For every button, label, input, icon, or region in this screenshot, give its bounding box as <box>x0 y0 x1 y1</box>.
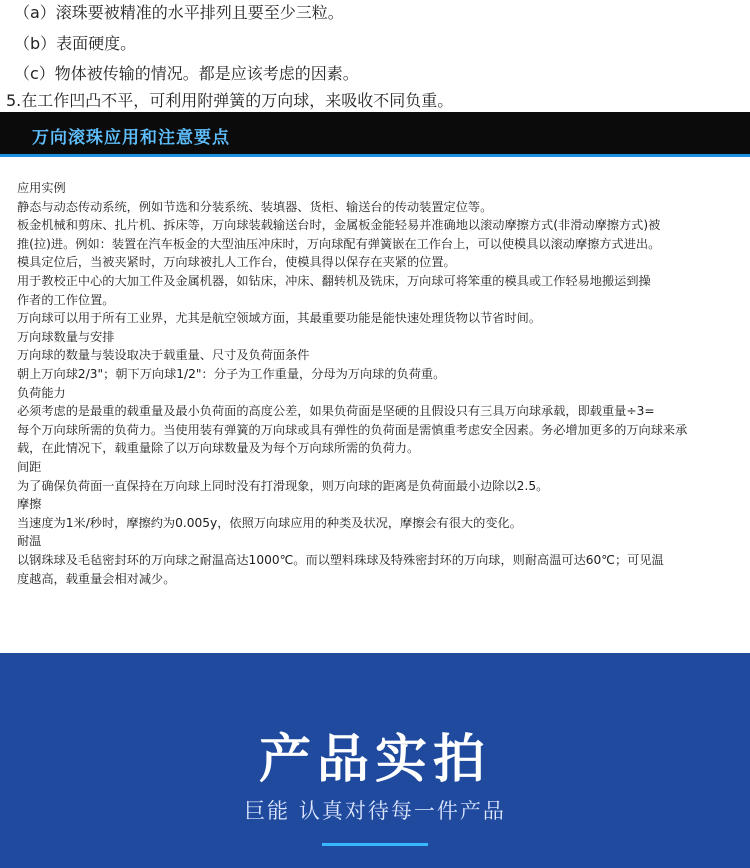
intro-section <box>0 0 750 112</box>
content-line: 摩擦 <box>17 497 42 512</box>
content-line: 当速度为1米/秒时，摩擦约为0.005y，依照万向球应用的种类及状况，摩擦会有很大的变化。 <box>17 515 522 530</box>
content-line: 作者的工作位置。 <box>17 292 115 307</box>
content-line: 间距 <box>17 460 42 474</box>
content-line: 静态与动态传动系统，例如节选和分装系统、装填器、货柜、输送台的传动装置定位等。 <box>17 199 493 214</box>
banner-title: 产品实拍 <box>258 730 491 790</box>
content-line: 度越高，载重量会相对减少。 <box>17 571 176 586</box>
content-line: 朝上万向球2/3"；朝下万向球1/2"：分子为工作重量，分母为万向球的负荷重。 <box>17 367 446 381</box>
content-line: 推(拉)进。例如：装置在汽车板金的大型油压冲床时，万向球配有弹簧嵌在工作台上，可以使模具以滚动摩擦方式进出。 <box>17 236 661 251</box>
content-line: 载，在此情况下，载重量除了以万向球数量及为每个万向球所需的负荷力。 <box>17 441 420 456</box>
intro-line-c: （c）物体被传输的情况。都是应该考虑的因素。 <box>14 64 359 83</box>
product-photo-banner <box>0 653 750 868</box>
content-line: 以钢珠球及毛毡密封环的万向球之耐温高达1000℃。而以塑料珠球及特殊密封环的万向球，则耐高温可达60℃；可见温 <box>17 553 664 567</box>
content-line: 每个万向球所需的负荷力。当使用装有弹簧的万向球或具有弹性的负荷面是需慎重考虑安全因素。务必增加更多的万向球来承 <box>17 422 688 437</box>
intro-line-5: 5.在工作凹凸不平，可利用附弹簧的万向球，来吸收不同负重。 <box>6 91 454 110</box>
content-line: 万向球的数量与装设取决于载重量、尺寸及负荷面条件 <box>17 348 310 363</box>
content-line: 万向球可以用于所有工业界，尤其是航空领域方面，其最重要功能是能快速处理货物以节省时间。 <box>17 311 542 326</box>
content-line: 万向球数量与安排 <box>17 329 115 344</box>
intro-line-b: （b）表面硬度。 <box>14 34 137 53</box>
content-line: 用于教校正中心的大加工件及金属机器，如钻床，冲床、翻转机及铣床，万向球可将笨重的模具或工作轻易地搬运到操 <box>17 274 651 288</box>
content-line: 必须考虑的是最重的载重量及最小负荷面的高度公差，如果负荷面是坚硬的且假设只有三具万向球承载，即载重量÷3= <box>17 404 655 419</box>
content-line: 为了确保负荷面一直保持在万向球上同时没有打滑现象，则万向球的距离是负荷面最小边除以2.5。 <box>17 478 549 493</box>
section-title: 万向滚珠应用和注意要点 <box>32 128 230 148</box>
content-line: 板金机械和剪床、扎片机、拆床等，万向球装载输送台时，金属板金能轻易并准确地以滚动摩擦方式(非滑动摩擦方式)被 <box>17 218 661 233</box>
application-notes <box>0 157 750 653</box>
banner-accent-line <box>322 843 428 846</box>
banner-subtitle: 巨能 认真对待每一件产品 <box>244 799 506 823</box>
intro-line-a: （a）滚珠要被精准的水平排列且要至少三粒。 <box>14 3 344 22</box>
section-header-bar <box>0 112 750 157</box>
content-line: 模具定位后，当被夹紧时，万向球被扎人工作台，使模具得以保存在夹紧的位置。 <box>17 255 456 270</box>
content-line: 耐温 <box>17 534 42 549</box>
content-line: 负荷能力 <box>17 385 66 400</box>
content-line: 应用实例 <box>17 181 66 195</box>
